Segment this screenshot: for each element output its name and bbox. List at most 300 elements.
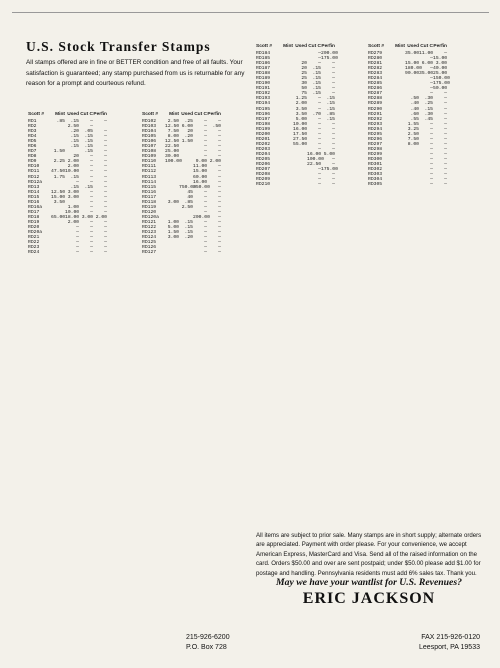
price-cell: 11.00 — [193, 164, 208, 170]
price-cell: — — [104, 219, 107, 225]
price-cell: — — [332, 71, 335, 77]
price-cell: 40.00 — [433, 66, 448, 72]
scott-number: RD1 — [28, 119, 37, 124]
price-cell: — — [104, 194, 107, 200]
scott-number: RD22 — [28, 240, 40, 246]
price-cell: — — [90, 124, 93, 130]
scott-number: RD301 — [368, 162, 383, 168]
scott-number: RD115 — [142, 184, 157, 190]
price-cell: 7.50 — [407, 136, 419, 142]
price-cell: .30 — [424, 111, 433, 117]
price-cell: — — [90, 194, 93, 200]
price-cell: — — [318, 126, 321, 132]
stamp-row — [368, 182, 447, 187]
scott-number: RD297 — [368, 141, 383, 147]
price-cell: — — [430, 76, 433, 82]
price-cell: 175.00 — [433, 81, 450, 87]
scott-number: RD6 — [28, 144, 37, 150]
price-cell: .20 — [184, 235, 193, 241]
price-cell: 60.00 — [193, 174, 208, 180]
scott-number: RD15 — [28, 194, 40, 200]
price-cell: 10.00 — [65, 169, 80, 175]
scott-number: RD114 — [142, 179, 157, 185]
scott-number: RD284 — [368, 76, 383, 82]
price-cell: .15 — [84, 134, 93, 140]
price-cell: 350.00 — [193, 184, 210, 190]
price-cell: .15 — [326, 101, 335, 107]
scott-number: RD185 — [256, 56, 271, 62]
scott-number: RD300 — [368, 156, 383, 162]
scott-number: RD304 — [368, 177, 383, 183]
scott-number: RD17 — [28, 209, 40, 215]
price-cell: 2.00 — [295, 101, 307, 107]
price-cell: — — [104, 144, 107, 150]
price-cell: 5.00 — [167, 224, 179, 230]
price-cell: — — [332, 162, 335, 168]
price-cell: — — [90, 179, 93, 185]
price-cell: — — [430, 66, 433, 72]
price-cell: .15 — [312, 91, 321, 97]
price-cell: .85 — [184, 199, 193, 205]
price-cell: — — [218, 154, 221, 160]
price-cell: — — [218, 174, 221, 180]
scott-number: RD103 — [142, 124, 157, 130]
scott-number: RD294 — [368, 126, 383, 132]
scott-number: RD203 — [256, 146, 271, 152]
price-cell: .60 — [410, 111, 419, 117]
price-cell: — — [218, 179, 221, 185]
scott-number: RD192 — [256, 91, 271, 97]
header-cell: Perfin — [207, 112, 221, 117]
price-cell: — — [90, 189, 93, 195]
price-cell: — — [90, 240, 93, 246]
price-cell: — — [204, 230, 207, 236]
scott-number: RD193 — [256, 96, 271, 102]
price-cell: .15 — [84, 139, 93, 145]
price-cell: — — [76, 240, 79, 246]
price-cell: 40 — [187, 194, 193, 200]
price-cell: 15.00 — [433, 56, 448, 62]
price-cell: — — [318, 106, 321, 112]
price-cell: 18.00 — [65, 214, 80, 220]
price-cell: — — [218, 209, 221, 215]
header-cell: Used — [67, 112, 79, 117]
column-header — [368, 44, 447, 51]
price-cell: — — [104, 235, 107, 241]
price-cell: — — [90, 154, 93, 160]
scott-number: RD199 — [256, 126, 271, 132]
price-cell: — — [218, 230, 221, 236]
price-cell: — — [204, 235, 207, 241]
price-cell: .15 — [326, 116, 335, 122]
price-cell: .15 — [312, 66, 321, 72]
scott-number: RD210 — [256, 182, 271, 188]
scott-number: RD206 — [256, 162, 271, 168]
price-cell: .15 — [312, 76, 321, 82]
header-cell: Scott # — [142, 112, 158, 117]
price-cell: 20 — [187, 129, 193, 135]
scott-number: RD113 — [142, 174, 157, 180]
scott-number: RD292 — [368, 116, 383, 122]
price-cell: — — [444, 182, 447, 188]
header-cell: Scott # — [368, 44, 384, 49]
scott-number: RD287 — [368, 91, 383, 97]
scott-number: RD290 — [368, 106, 383, 112]
price-cell: 3.25 — [407, 126, 419, 132]
scott-number: RD302 — [368, 167, 383, 173]
price-cell: — — [318, 172, 321, 178]
scott-number: RD10 — [28, 164, 40, 170]
stamp-row — [256, 182, 335, 187]
scott-number: RD205 — [256, 156, 271, 162]
price-cell: — — [90, 204, 93, 210]
price-cell: 20 — [73, 154, 79, 160]
price-cell: — — [90, 119, 93, 124]
price-cell: — — [318, 177, 321, 183]
price-cell: — — [430, 156, 433, 162]
price-cell: 3.00 — [167, 199, 179, 205]
scott-number: RD20a — [28, 230, 43, 236]
scott-number: RD189 — [256, 76, 271, 82]
price-cell: 16.00 — [307, 151, 322, 157]
price-cell: .20 — [184, 134, 193, 140]
header-cell: Mint — [395, 44, 405, 49]
scott-number: RD117 — [142, 194, 157, 200]
price-cell: — — [430, 141, 433, 147]
price-cell: — — [444, 101, 447, 107]
scott-number: RD121 — [142, 219, 157, 225]
price-cell: — — [318, 101, 321, 107]
price-cell: — — [332, 76, 335, 82]
price-cell: — — [204, 129, 207, 135]
scott-number: RD102 — [142, 119, 157, 124]
price-cell: .25 — [184, 119, 193, 124]
price-cell: — — [104, 134, 107, 140]
price-cell: — — [218, 144, 221, 150]
price-cell: 175.00 — [321, 167, 338, 173]
scott-number: RD298 — [368, 146, 383, 152]
price-cell: 2.50 — [167, 119, 179, 124]
price-cell: 8.00 — [407, 141, 419, 147]
scott-number: RD119 — [142, 204, 157, 210]
price-cell: — — [444, 51, 447, 56]
scott-number: RD3 — [28, 129, 37, 135]
price-cell: — — [430, 91, 433, 97]
price-cell: — — [104, 250, 107, 256]
price-cell: 25 — [301, 76, 307, 82]
price-cell: — — [332, 182, 335, 188]
price-cell: .15 — [84, 184, 93, 190]
price-cell: — — [218, 245, 221, 251]
price-cell: 1.75 — [53, 174, 65, 180]
price-cell: — — [430, 126, 433, 132]
price-cell: — — [76, 224, 79, 230]
header-cell: Used — [407, 44, 419, 49]
price-cell: 1.50 — [181, 139, 193, 145]
scott-number: RD204 — [256, 151, 271, 157]
header-cell: Perfin — [321, 44, 335, 49]
price-cell: .05 — [84, 129, 93, 135]
scott-number: RD184 — [256, 51, 271, 56]
price-cell — [293, 182, 307, 187]
price-cell: — — [90, 209, 93, 215]
price-cell: 50 — [301, 86, 307, 92]
price-cell: 35.00 — [405, 51, 420, 56]
price-cell: — — [444, 141, 447, 147]
price-cell: 65.00 — [51, 214, 66, 220]
price-cell: — — [204, 199, 207, 205]
price-cell: — — [318, 182, 321, 188]
po-box: P.O. Box 728 — [186, 644, 227, 651]
wantlist-request: May we have your wantlist for U.S. Revenues? — [276, 577, 462, 588]
price-cell: — — [332, 141, 335, 147]
scott-number: RD207 — [256, 167, 271, 173]
header-cell: Mint — [55, 112, 65, 117]
price-cell: .55 — [410, 116, 419, 122]
scott-number: RD186 — [256, 61, 271, 67]
price-cell: — — [104, 230, 107, 236]
price-cell: .15 — [184, 224, 193, 230]
header-cell: Used — [295, 44, 307, 49]
header-cell: Scott # — [28, 112, 44, 117]
price-cell: — — [104, 240, 107, 246]
scott-number: RD116 — [142, 189, 157, 195]
price-cell: 2.50 — [67, 124, 79, 130]
price-cell: 27.50 — [293, 136, 308, 142]
price-cell: — — [204, 189, 207, 195]
price-cell: 3.00 — [67, 189, 79, 195]
scott-number: RD279 — [368, 51, 383, 56]
price-cell: — — [444, 106, 447, 112]
price-cell: — — [332, 91, 335, 97]
header-cell: Cut C — [420, 44, 433, 49]
price-cell: 2.50 — [181, 204, 193, 210]
price-cell: — — [90, 159, 93, 165]
intro-paragraph: All stamps offered are in fine or BETTER condition and free of all faults. Your satisfaction is guaranteed; any stamp purchased from us is returnable for any reason for a prompt and courteous refund. — [26, 59, 245, 87]
header-cell: Cut C — [308, 44, 321, 49]
price-column-3 — [256, 44, 338, 188]
price-cell: 200.00 — [321, 51, 338, 56]
price-cell: — — [332, 136, 335, 142]
price-cell: — — [430, 121, 433, 127]
price-cell: 25.00 — [433, 71, 448, 77]
price-cell: — — [204, 134, 207, 140]
price-cell: — — [332, 146, 335, 152]
price-cell: — — [444, 126, 447, 132]
price-cell: 2.00 — [95, 214, 107, 220]
price-cell: — — [76, 230, 79, 236]
city-address: Leesport, PA 19533 — [419, 644, 480, 651]
contact-right — [368, 633, 480, 653]
price-cell: 47.50 — [51, 169, 66, 175]
price-cell: .15 — [70, 139, 79, 145]
scott-number: RD2 — [28, 124, 37, 130]
scott-number: RD109 — [142, 154, 157, 160]
price-cell: — — [218, 164, 221, 170]
scott-number: RD293 — [368, 121, 383, 127]
price-cell: .40 — [410, 101, 419, 107]
price-cell: — — [318, 51, 321, 56]
price-cell: .15 — [70, 174, 79, 180]
price-cell: — — [444, 136, 447, 142]
price-cell: 180.00 — [405, 66, 422, 72]
price-cell: — — [318, 141, 321, 147]
price-cell: 11.00 — [419, 51, 434, 56]
scott-number: RD14 — [28, 189, 40, 195]
price-column-2 — [142, 112, 221, 255]
price-cell: — — [218, 219, 221, 225]
price-cell: — — [90, 250, 93, 256]
price-cell: — — [104, 169, 107, 175]
price-cell: 1.00 — [67, 204, 79, 210]
price-cell: 25.00 — [165, 149, 180, 155]
price-cell: 6.00 — [421, 61, 433, 67]
price-cell: 1.55 — [407, 121, 419, 127]
price-cell: .15 — [424, 106, 433, 112]
scott-number: RD125 — [142, 240, 157, 246]
price-cell — [51, 250, 65, 255]
scott-number: RD108 — [142, 149, 157, 155]
price-cell: 22.50 — [307, 162, 322, 168]
price-cell: — — [204, 139, 207, 145]
scott-number: RD124 — [142, 235, 157, 241]
scott-number: RD295 — [368, 131, 383, 137]
top-rule — [12, 12, 489, 13]
price-cell: .20 — [70, 129, 79, 135]
price-cell: — — [204, 240, 207, 246]
price-cell: — — [104, 204, 107, 210]
price-cell: .15 — [84, 144, 93, 150]
scott-number: RD282 — [368, 66, 383, 72]
price-cell: — — [104, 189, 107, 195]
price-cell — [279, 182, 293, 187]
price-cell: 15.00 — [405, 61, 420, 67]
scott-number: RD12 — [28, 174, 40, 180]
scott-number: RD299 — [368, 151, 383, 157]
scott-number: RD5 — [28, 139, 37, 145]
price-cell: — — [430, 131, 433, 137]
price-cell: — — [218, 224, 221, 230]
price-cell: .45 — [424, 116, 433, 122]
scott-number: RD286 — [368, 86, 383, 92]
price-cell: — — [204, 124, 207, 130]
price-cell: — — [90, 169, 93, 175]
price-cell: — — [218, 250, 221, 256]
scott-number: RD283 — [368, 71, 383, 77]
scott-number: RD13 — [28, 184, 40, 190]
price-cell: .70 — [312, 111, 321, 117]
price-cell: — — [444, 121, 447, 127]
price-cell: 200.00 — [193, 214, 210, 220]
price-cell: 3.50 — [295, 111, 307, 117]
price-cell: .15 — [70, 184, 79, 190]
price-cell: — — [444, 91, 447, 97]
scott-number: RD23 — [28, 245, 40, 251]
price-cell: — — [444, 146, 447, 152]
price-cell: .50 — [410, 96, 419, 102]
price-cell: — — [430, 167, 433, 173]
price-cell: .15 — [70, 144, 79, 150]
price-cell: — — [76, 179, 79, 185]
price-cell: — — [430, 182, 433, 188]
price-cell: — — [318, 56, 321, 62]
scott-number: RD281 — [368, 61, 383, 67]
scott-number: RD120a — [142, 214, 159, 220]
price-cell: — — [318, 146, 321, 152]
stamp-row — [142, 250, 221, 255]
price-cell: — — [104, 119, 107, 124]
scott-number: RD201 — [256, 136, 271, 142]
price-cell: — — [104, 179, 107, 185]
price-cell: — — [444, 167, 447, 173]
price-cell: — — [318, 167, 321, 173]
price-cell: 22.50 — [165, 144, 180, 150]
scott-number: RD289 — [368, 101, 383, 107]
price-cell: 1.50 — [53, 149, 65, 155]
price-cell: — — [104, 139, 107, 145]
scott-number: RD127 — [142, 250, 157, 256]
price-cell: 12.50 — [165, 124, 180, 130]
price-cell: .15 — [84, 149, 93, 155]
price-cell: .15 — [184, 230, 193, 236]
price-cell: — — [76, 245, 79, 251]
price-cell: .85 — [326, 111, 335, 117]
price-cell: 2.25 — [53, 159, 65, 165]
price-cell: 7.50 — [167, 129, 179, 135]
price-cell: 3.00 — [435, 61, 447, 67]
price-cell: 15.00 — [51, 194, 66, 200]
scott-number: RD4 — [28, 134, 37, 140]
scott-number: RD16 — [28, 199, 40, 205]
price-cell: — — [218, 134, 221, 140]
dealer-name: ERIC JACKSON — [302, 590, 436, 607]
price-cell: .50 — [212, 124, 221, 130]
price-cell: — — [444, 177, 447, 183]
price-cell: — — [430, 136, 433, 142]
scott-number: RD104 — [142, 129, 157, 135]
price-cell: — — [104, 159, 107, 165]
price-cell: — — [76, 250, 79, 256]
scott-number: RD123 — [142, 230, 157, 236]
price-cell: — — [218, 189, 221, 195]
scott-number: RD194 — [256, 101, 271, 107]
price-cell: .15 — [312, 86, 321, 92]
price-cell: 3.00 — [67, 194, 79, 200]
scott-number: RD188 — [256, 71, 271, 77]
scott-number: RD209 — [256, 177, 271, 183]
header-cell: Cut C — [80, 112, 93, 117]
price-cell: 6.00 — [181, 124, 193, 130]
price-cell: — — [444, 116, 447, 122]
scott-number: RD202 — [256, 141, 271, 147]
price-cell: — — [104, 224, 107, 230]
price-cell: 12.50 — [51, 189, 66, 195]
price-cell: .15 — [70, 134, 79, 140]
price-cell: — — [218, 129, 221, 135]
stamp-row — [28, 250, 107, 255]
price-cell: 2.00 — [67, 219, 79, 225]
price-cell: 175.00 — [321, 56, 338, 62]
price-cell: — — [204, 209, 207, 215]
scott-number: RD187 — [256, 66, 271, 72]
price-cell: 1.00 — [167, 219, 179, 225]
price-cell: — — [430, 151, 433, 157]
price-cell: — — [332, 66, 335, 72]
price-cell: 100.00 — [165, 159, 182, 165]
price-cell: — — [204, 245, 207, 251]
scott-number: RD21 — [28, 235, 40, 241]
header-cell: Mint — [169, 112, 179, 117]
